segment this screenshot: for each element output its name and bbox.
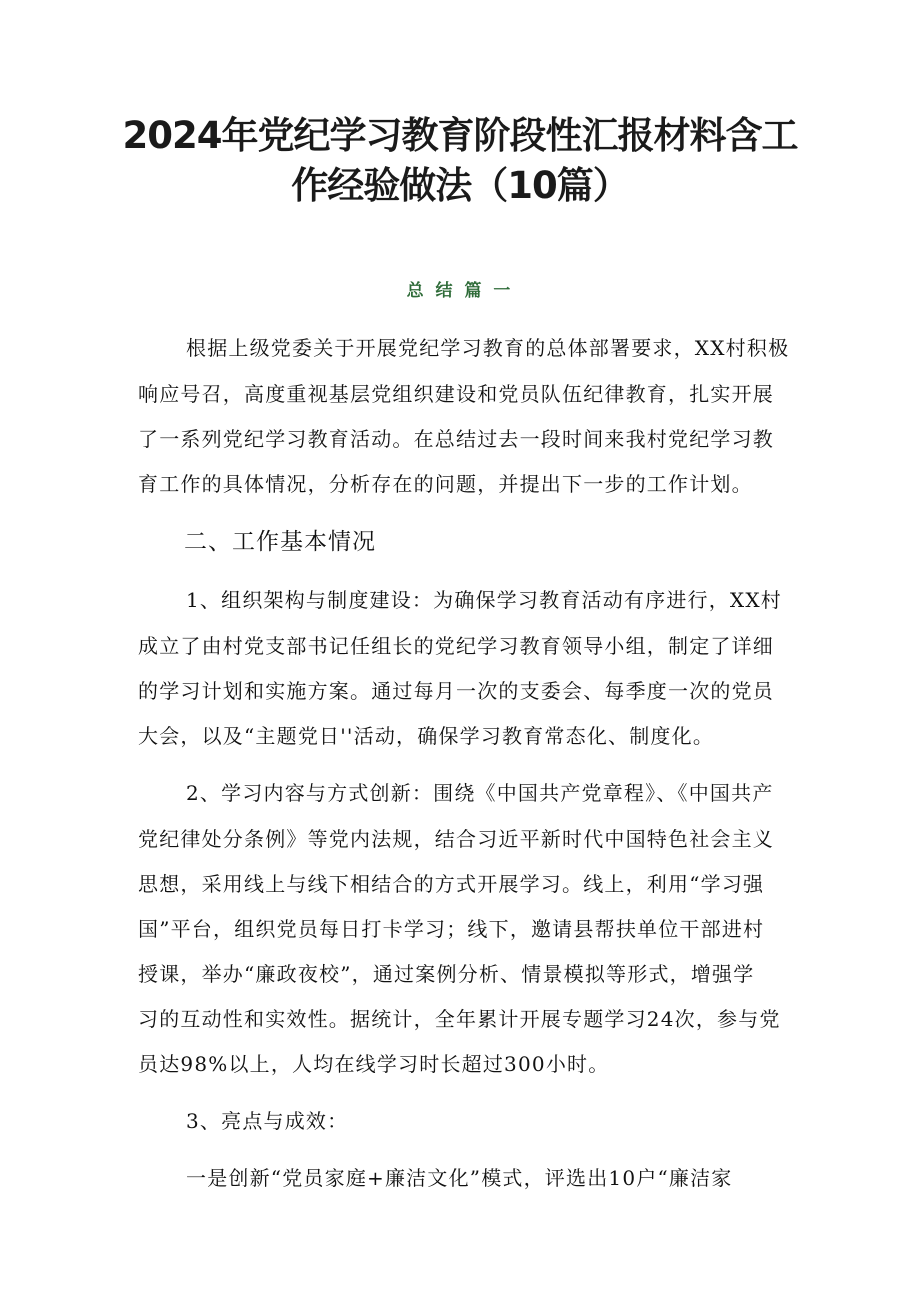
item-3-line: 一是创新“党员家庭+廉洁文化”模式，评选出10户“廉洁家 [186, 1166, 733, 1190]
item-1-line: 的学习计划和实施方案。通过每月一次的支委会、每季度一次的党员 [138, 679, 774, 703]
item-2-line: 员达98%以上，人均在线学习时长超过300小时。 [138, 1052, 610, 1076]
item-2-line: 2、学习内容与方式创新：围绕《中国共产党章程》、《中国共产 [186, 781, 774, 805]
document-title-line-1: 2024年党纪学习教育阶段性汇报材料含工 [122, 114, 798, 157]
document-title-line-2: 作经验做法（10篇） [291, 164, 629, 207]
item-2-line: 国”平台，组织党员每日打卡学习；线下，邀请县帮扶单位干部进村 [138, 917, 765, 941]
item-1-line: 1、组织架构与制度建设：为确保学习教育活动有序进行，XX村 [186, 588, 783, 612]
item-1-line: 大会，以及“主题党日''活动，确保学习教育常态化、制度化。 [138, 724, 715, 748]
paragraph-1-line: 根据上级党委关于开展党纪学习教育的总体部署要求，XX村积极 [186, 336, 790, 360]
item-2-line: 党纪律处分条例》等党内法规，结合习近平新时代中国特色社会主义 [138, 827, 774, 851]
paragraph-1-line: 了一系列党纪学习教育活动。在总结过去一段时间来我村党纪学习教 [138, 427, 774, 451]
section-subtitle: 总 结 篇 一 [406, 281, 514, 301]
paragraph-1-line: 育工作的具体情况，分析存在的问题，并提出下一步的工作计划。 [138, 472, 753, 496]
item-2-line: 授课，举办“廉政夜校”，通过案例分析、情景模拟等形式，增强学 [138, 962, 755, 986]
paragraph-1-line: 响应号召，高度重视基层党组织建设和党员队伍纪律教育，扎实开展 [138, 382, 774, 406]
section-heading-2: 二、工作基本情况 [184, 529, 376, 555]
item-1-line: 成立了由村党支部书记任组长的党纪学习教育领导小组，制定了详细 [138, 634, 774, 658]
item-2-line: 习的互动性和实效性。据统计，全年累计开展专题学习24次，参与党 [138, 1007, 781, 1031]
item-3-heading: 3、亮点与成效： [186, 1109, 349, 1133]
item-2-line: 思想，采用线上与线下相结合的方式开展学习。线上，利用“学习强 [138, 872, 765, 896]
